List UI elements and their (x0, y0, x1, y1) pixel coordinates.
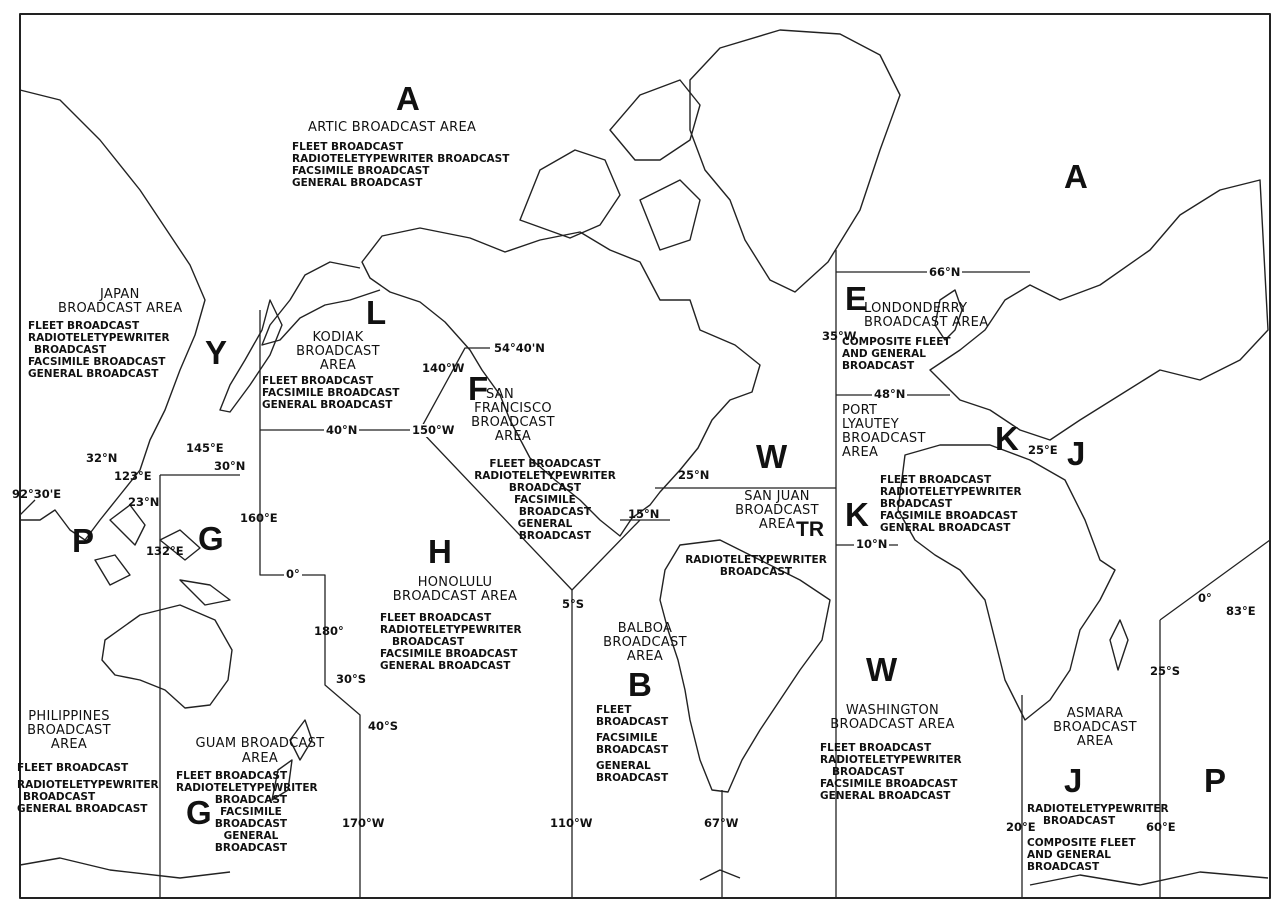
area-letter-p-west: P (72, 522, 95, 559)
japan-broadcast-area (28, 288, 182, 380)
area-item: FLEET BROADCAST (489, 458, 601, 470)
area-title: BROADCAST AREA (864, 315, 989, 330)
area-letter-a-north: A (396, 80, 420, 117)
area-letter-k-south: K (845, 496, 869, 533)
area-item: BROADCAST (34, 344, 107, 356)
arctic-islands (520, 80, 700, 250)
area-item: RADIOTELETYPEWRITER (1027, 803, 1169, 815)
area-title: ASMARA (1066, 706, 1124, 721)
area-item: FLEET (596, 704, 632, 716)
area-item: FLEET BROADCAST (880, 474, 992, 486)
area-item: FACSIMILE (514, 494, 576, 506)
coord-60e: 60°E (1146, 820, 1176, 834)
area-letter-j-south: J (1064, 762, 1083, 799)
area-title: BROADCAST (735, 503, 819, 518)
guam-broadcast-area (190, 736, 330, 766)
area-title: AREA (50, 737, 88, 752)
area-letter-p-east: P (1204, 762, 1227, 799)
coord-25e: 25°E (1028, 443, 1058, 457)
londonderry-broadcast-area (842, 301, 989, 372)
coord-15n: 15°N (628, 507, 660, 521)
area-item: GENERAL (596, 760, 651, 772)
area-letter-a-east: A (1064, 158, 1088, 195)
area-title: BROADCAST AREA (392, 589, 518, 604)
area-item: RADIOTELETYPEWRITER (880, 486, 1022, 498)
area-item: FACSIMILE BROADCAST (292, 165, 430, 177)
area-title: AREA (494, 429, 532, 444)
area-item: BROADCAST (880, 498, 953, 510)
area-item: GENERAL BROADCAST (292, 177, 423, 189)
coord-0-indian: 0° (1198, 591, 1212, 605)
coord-48n: 48°N (874, 387, 906, 401)
area-item: FACSIMILE BROADCAST (28, 356, 166, 368)
area-title: BROADCAST AREA (830, 717, 955, 732)
philippines-services (17, 762, 159, 815)
coord-140w: 140°W (422, 361, 465, 375)
san-francisco-services (470, 458, 620, 542)
washington-broadcast-area (810, 704, 975, 802)
coord-30n: 30°N (214, 459, 246, 473)
area-letter-f: F (468, 370, 489, 407)
area-item: BROADCAST (842, 360, 915, 372)
area-title: AREA (319, 358, 357, 373)
coord-20e: 20°E (1006, 820, 1036, 834)
area-item: BROADCAST (392, 636, 465, 648)
area-item: BROADCAST (832, 766, 905, 778)
area-title: BALBOA (617, 621, 673, 636)
port-lyautey-broadcast-area (842, 404, 926, 460)
coord-160e: 160°E (240, 511, 278, 525)
area-title: FRANCISCO (474, 401, 552, 416)
coord-92-30e: 92°30'E (12, 487, 62, 501)
area-letter-g-west: G (198, 520, 224, 557)
area-item: RADIOTELETYPEWRITER (820, 754, 962, 766)
area-item: BROADCAST (719, 566, 793, 578)
coord-170w: 170°W (342, 816, 385, 830)
area-item: FACSIMILE BROADCAST (380, 648, 518, 660)
area-item: BROADCAST (596, 744, 669, 756)
area-letter-tr: TR (796, 518, 824, 541)
area-title: BROADCAST (471, 415, 555, 430)
area-item: BROADCAST (518, 506, 592, 518)
area-item: BROADCAST (518, 530, 592, 542)
area-item: GENERAL (517, 518, 573, 530)
honolulu-broadcast-area (380, 576, 530, 672)
area-item: GENERAL BROADCAST (380, 660, 511, 672)
philippines-broadcast-area (14, 710, 124, 752)
coord-180: 180° (314, 624, 344, 638)
coord-35w: 35°W (822, 329, 857, 343)
area-item: COMPOSITE FLEET (1027, 837, 1136, 849)
madagascar-coastline (1110, 620, 1128, 670)
greenland-coastline (690, 30, 900, 292)
guam-services (176, 770, 326, 854)
coord-10n: 10°N (856, 537, 888, 551)
area-item: GENERAL BROADCAST (820, 790, 951, 802)
coord-40s: 40°S (368, 719, 399, 733)
area-item: RADIOTELETYPEWRITER (17, 779, 159, 791)
area-item: FLEET BROADCAST (17, 762, 129, 774)
kodiak-broadcast-area (262, 330, 406, 411)
san-juan-broadcast-area (722, 490, 832, 532)
area-title: LYAUTEY (842, 417, 900, 432)
area-title: LONDONDERRY (864, 301, 968, 316)
coord-150w: 150°W (412, 423, 455, 437)
coord-0-pacific: 0° (286, 567, 300, 581)
coord-145e: 145°E (186, 441, 224, 455)
coord-67w: 67°W (704, 816, 739, 830)
area-letter-w-north: W (756, 438, 788, 475)
area-title: PHILIPPINES (28, 709, 110, 724)
coord-25n-caribbean: 25°N (678, 468, 710, 482)
area-title: KODIAK (312, 330, 364, 345)
area-item: BROADCAST (214, 794, 288, 806)
coord-132e: 132°E (146, 544, 184, 558)
area-title: GUAM BROADCAST AREA (195, 736, 325, 766)
area-item: BROADCAST (1027, 861, 1100, 873)
area-letter-b: B (628, 666, 652, 703)
area-item: BROADCAST (214, 818, 288, 830)
area-letter-e: E (845, 280, 868, 317)
area-item: BROADCAST (596, 716, 669, 728)
balboa-broadcast-area (590, 622, 700, 664)
asmara-broadcast-area (1040, 707, 1150, 749)
coord-23n: 23°N (128, 495, 160, 509)
area-item: BROADCAST (508, 482, 582, 494)
area-title: BROADCAST (603, 635, 687, 650)
area-title: AREA (842, 445, 879, 460)
area-item: RADIOTELETYPEWRITER (28, 332, 170, 344)
area-item: FLEET BROADCAST (28, 320, 140, 332)
area-item: FACSIMILE BROADCAST (262, 387, 400, 399)
area-letter-g-south: G (186, 794, 212, 831)
asmara-services (1027, 803, 1169, 873)
area-item: BROADCAST (23, 791, 96, 803)
area-item: FACSIMILE (220, 806, 282, 818)
area-item: FLEET BROADCAST (176, 770, 288, 782)
area-item: RADIOTELETYPEWRITER BROADCAST (292, 153, 510, 165)
area-letter-w-south: W (866, 651, 898, 688)
area-title: AREA (1076, 734, 1114, 749)
area-title: HONOLULU (417, 575, 493, 590)
san-juan-services (676, 554, 836, 578)
area-title: BROADCAST (27, 723, 111, 738)
san-francisco-broadcast-area (458, 388, 568, 450)
area-letter-y: Y (205, 334, 228, 371)
area-item: GENERAL BROADCAST (28, 368, 159, 380)
area-item: FLEET BROADCAST (292, 141, 404, 153)
area-item: COMPOSITE FLEET (842, 336, 951, 348)
area-item: FACSIMILE (596, 732, 658, 744)
area-item: BROADCAST (596, 772, 669, 784)
area-title: SAN JUAN (744, 489, 810, 504)
area-title: BROADCAST (1053, 720, 1137, 735)
area-title: WASHINGTON (845, 703, 940, 718)
coord-54-40n: 54°40'N (494, 341, 545, 355)
area-title: AREA (626, 649, 664, 664)
coord-66n: 66°N (929, 265, 961, 279)
area-title: BROADCAST AREA (58, 301, 183, 316)
area-item: FACSIMILE BROADCAST (880, 510, 1018, 522)
area-item: RADIOTELETYPEWRITER (176, 782, 318, 794)
artic-broadcast-area (292, 120, 510, 189)
area-item: FACSIMILE BROADCAST (820, 778, 958, 790)
coord-123e: 123°E (114, 469, 152, 483)
coord-30s: 30°S (336, 672, 367, 686)
area-title: SAN (486, 387, 515, 402)
area-item: RADIOTELETYPEWRITER (685, 554, 827, 566)
coord-5s: 5°S (562, 597, 585, 611)
area-title: PORT (842, 403, 878, 418)
area-title: AREA (758, 517, 796, 532)
area-title: JAPAN (100, 287, 140, 302)
area-item: GENERAL BROADCAST (880, 522, 1011, 534)
area-item: FLEET BROADCAST (820, 742, 932, 754)
coord-110w: 110°W (550, 816, 593, 830)
area-item: BROADCAST (214, 842, 288, 854)
area-item: GENERAL BROADCAST (262, 399, 393, 411)
area-title: BROADCAST (296, 344, 380, 359)
coord-83e: 83°E (1226, 604, 1256, 618)
area-item: AND GENERAL (842, 348, 926, 360)
area-item: RADIOTELETYPEWRITER (380, 624, 522, 636)
area-item: FLEET BROADCAST (262, 375, 374, 387)
area-item: GENERAL (223, 830, 279, 842)
area-title: BROADCAST (842, 431, 926, 446)
port-lyautey-services (880, 474, 1022, 534)
area-item: RADIOTELETYPEWRITER (474, 470, 616, 482)
australia-coastline (102, 605, 232, 708)
area-letter-j-north: J (1067, 435, 1086, 472)
area-letter-k-north: K (995, 420, 1019, 457)
area-item: AND GENERAL (1027, 849, 1111, 861)
coord-32n: 32°N (86, 451, 118, 465)
balboa-services (596, 704, 668, 784)
area-item: BROADCAST (1043, 815, 1116, 827)
area-letter-l: L (366, 294, 387, 331)
coord-40n: 40°N (326, 423, 358, 437)
coord-25s: 25°S (1150, 664, 1181, 678)
area-title: ARTIC BROADCAST AREA (308, 120, 477, 135)
area-letter-h: H (428, 533, 452, 570)
area-item: GENERAL BROADCAST (17, 803, 148, 815)
area-item: FLEET BROADCAST (380, 612, 492, 624)
